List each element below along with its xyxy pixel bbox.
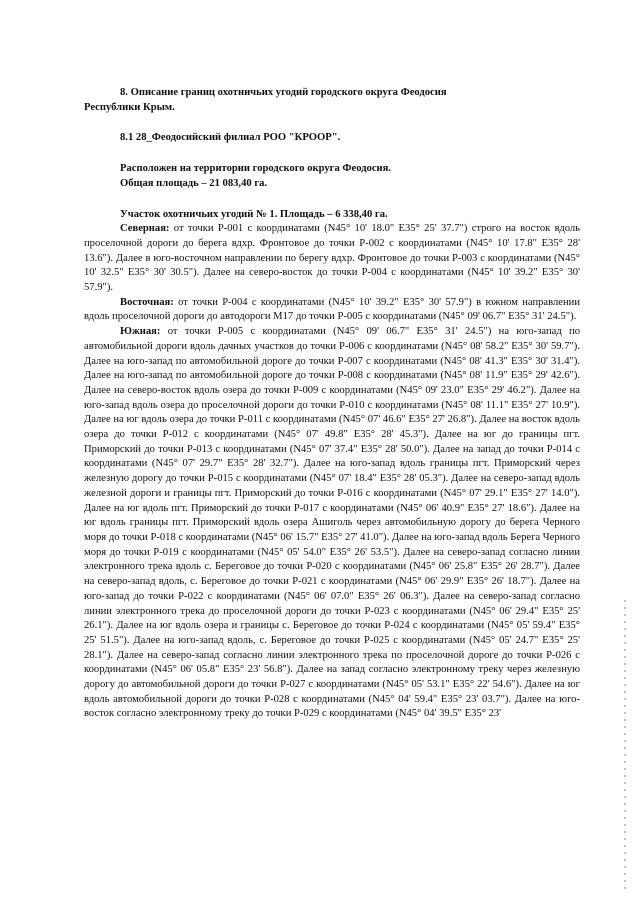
document-content — [84, 86, 580, 722]
subsection-heading: 8.1 28_Феодосийский филиал РОО "КРООР". — [120, 132, 341, 144]
total-area-line: Общая площадь – 21 083,40 га. — [120, 177, 268, 189]
location-line: Расположен на территории городского округа Феодосия. — [120, 163, 392, 175]
border-north — [84, 222, 580, 296]
border-south-text: от точки Р-005 с координатами (N45° 09' 06.7" E35° 31' 24.5") на юго-запад по автомобильной дороги вдоль дачных участков до точки Р-006 с координатами (N45° 08' 58.2" E35° 30' 59.7"). Далее на юго-запад по автомобильной дороге до точки Р-007 с координатами (N45° 08' 41.3" E35° 30' 31.4"). Далее на юго-запад по автомобильной дороге до точки Р-008 с координатами (N45° 08' 11.9" E35° 29' 42.6"). Далее на северо-восток вдоль озера до точки Р-009 с координатами (N45° 09' 23.0" E35° 29' 46.2"). Далее на юго-запад вдоль озера до проселочной дороги до точки Р-010 с координатами (N45° 08' 11.1" E35° 27' 10.9"). Далее на юг вдоль озера до точки Р-011 с координатами (N45° 07' 46.6" E35° 27' 26.8"). Далее на восток вдоль озера до точки Р-012 с координатами (N45° 07' 49.8" E35° 28' 45.3"). Далее на юг до границы пгт. Приморский до точки Р-013 с координатами (N45° 07' 37.4" E35° 28' 50.0"). Далее на запад до точки Р-014 с координатами (N45° 07' 29.7" E35° 28' 32.7"). Далее на юго-запад вдоль границы пгт. Приморский через железную дорогу до точки Р-015 с координатами (N45° 07' 18.4" E35° 28' 05.3"). Далее на северо-запад вдоль железной дороги и границы пгт. Приморский до точки Р-016 с координатами (N45° 07' 29.1" E35° 27' 14.0"). Далее на юг вдоль пгт. Приморский до точки Р-017 с координатами (N45° 06' 40.9" E35° 27' 18.6"). Далее на юг вдоль границы пгт. Приморский вдоль озера Ашиголь через автомобильную дорогу до берега Черного моря до точки Р-018 с координатами (N45° 06' 15.7" E35° 27' 41.0"). Далее на юго-запад вдоль Берега Черного моря до точки Р-019 с координатами (N45° 05' 54.0" E35° 26' 53.5"). Далее на северо-запад согласно линии электронного трека вдоль с. Береговое до точки Р-020 с координатами (N45° 06' 25.8" E35° 26' 28.7"). Далее на северо-запад вдоль, с. Береговое до точки Р-021 с координатами (N45° 06' 29.9" E35° 26' 18.7"). Далее на юго-запад до точки Р-022 с координатами (N45° 06' 07.0" E35° 26' 06.3"). Далее на северо-запад согласно линии электронного трека до проселочной дороги до точки Р-023 с координатами (N45° 06' 29.4" E35° 25' 26.1"). Далее на юг вдоль озера и границы с. Береговое до точки Р-024 с координатами (N45° 05' 59.4" E35° 25' 51.5"). Далее на юго-запад вдоль, с. Береговое до точки Р-025 с координатами (N45° 05' 24.7" E35° 25' 28.1"). Далее на северо-запад согласно линии электронного трека по проселочной дороге до точки Р-026 с координатами (N45° 06' 05.8" E35° 23' 56.8"). Далее на запад согласно электронному треку через железную дорогу до автомобильной дороги до точки Р-027 с координатами (N45° 05' 53.1" E35° 22' 54.6"). Далее на юг вдоль автомобильной дороги до точки Р-028 с координатами (N45° 04' 59.4" E35° 23' 03.7"). Далее на юго-восток согласно электронному треку до точки Р-029 с координатами (N45° 04' 39.5" E35° 23' — [84, 326, 580, 720]
border-north-text: от точки Р-001 с координатами (N45° 10' 18.0" E35° 25' 37.7") строго на восток вдоль проселочной дороги до берега вдхр. Фронтовое до точки Р-002 с координатами (N45° 10' 17.8" E35° 28' 13.6"). Далее в юго-восточном направлении по берегу вдхр. Фронтовое до точки Р-003 с координатами (N45° 10' 32.5" E35° 30' 30.5"). Далее на северо-восток до точки Р-004 с координатами (N45° 10' 39.2" E35° 30' 57.9"). — [84, 223, 580, 294]
section-heading — [84, 86, 580, 101]
border-north-label: Северная: — [120, 223, 170, 235]
border-south-label: Южная: — [120, 326, 161, 338]
border-east-label: Восточная: — [120, 296, 174, 308]
section-heading-line2: Республики Крым. — [84, 101, 175, 113]
section-heading-line1: 8. Описание границ охотничьих угодий городского округа Феодосия — [120, 87, 447, 98]
border-east-text: от точки Р-004 с координатами (N45° 10' 39.2" E35° 30' 57.9") в южном направлении вдоль проселочной дороги до автодороги М17 до точки Р-005 с координатами (N45° 09' 06.7" E35° 31' 24.5"). — [84, 296, 580, 323]
plot-title: Участок охотничьих угодий № 1. Площадь – 6 338,40 га. — [120, 208, 388, 220]
scan-edge-mark — [624, 600, 626, 890]
border-south — [84, 325, 580, 722]
border-east — [84, 296, 580, 325]
